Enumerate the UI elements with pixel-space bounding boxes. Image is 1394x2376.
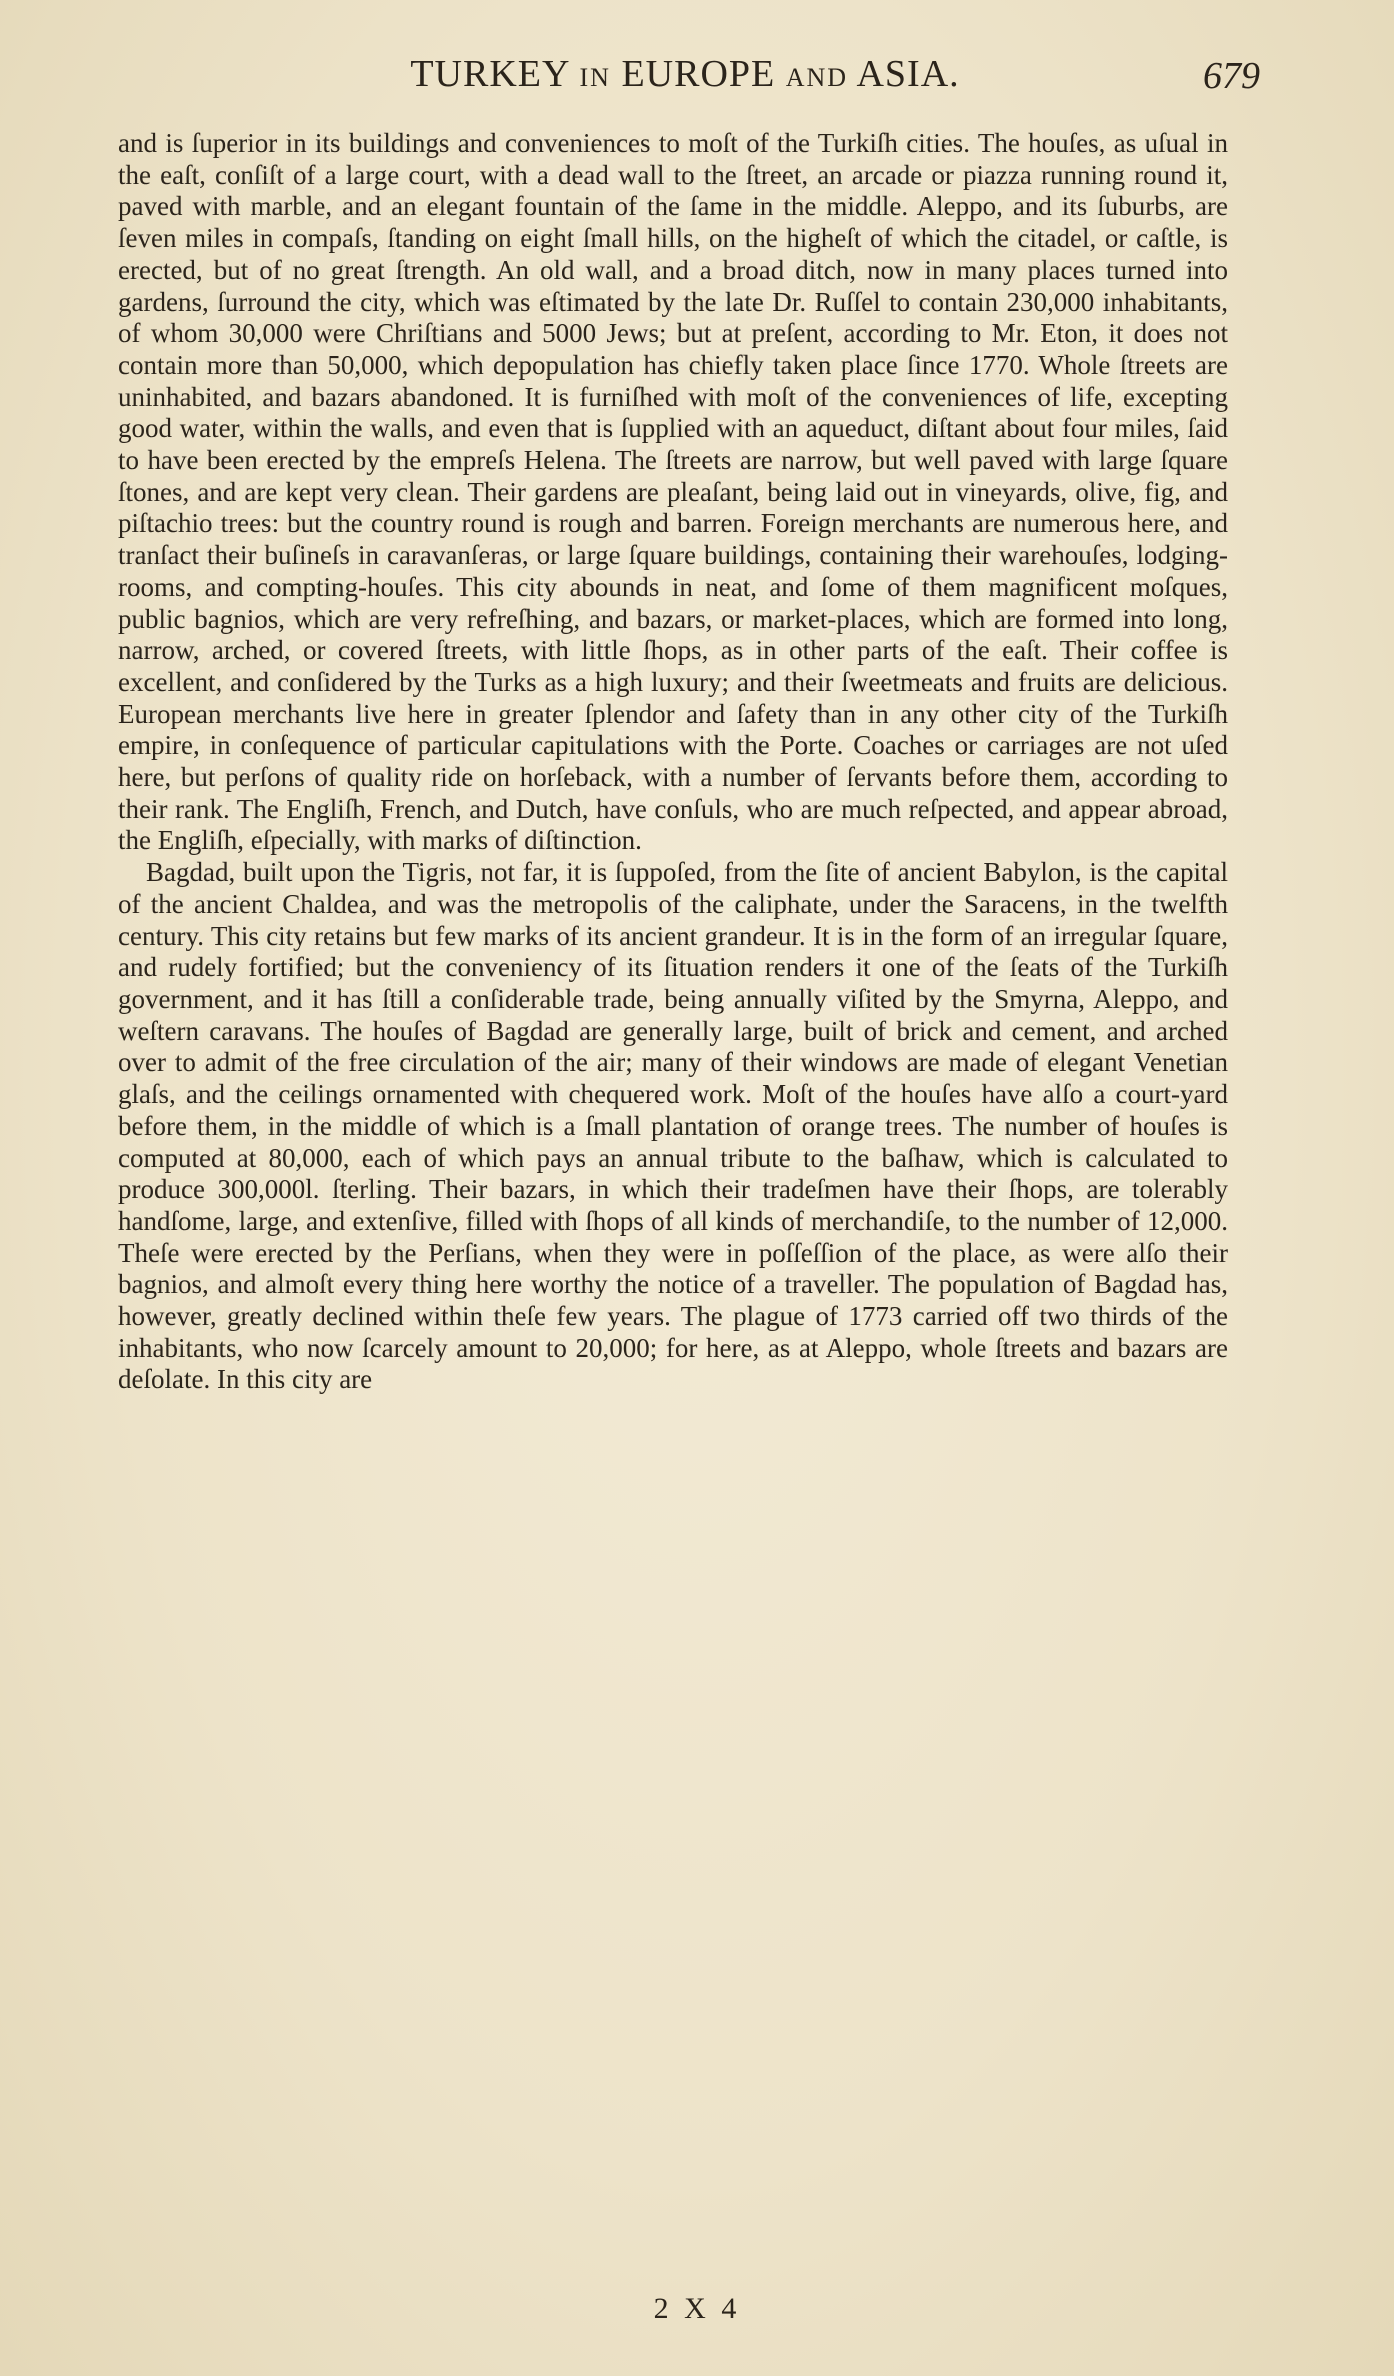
- body-text: [118, 128, 1228, 1396]
- page-header: [110, 52, 1260, 112]
- page-number: 679: [1203, 55, 1260, 97]
- running-head-word: IN: [579, 63, 611, 92]
- running-head-word: TURKEY: [410, 53, 569, 95]
- running-head: [110, 52, 1260, 96]
- running-head-word: EUROPE: [621, 53, 776, 95]
- running-head-word: AND: [785, 63, 849, 92]
- running-head-word: ASIA.: [856, 53, 960, 95]
- signature-mark: 2 X 4: [653, 2292, 741, 2325]
- paragraph-aleppo: and is ſuperior in its buildings and conveniences to moſt of the Turkiſh cities. The houſes, as uſual in the eaſt, conſiſt of a large court, with a dead wall to the ſtreet, an arcade or piazza running round it, paved with marble, and an elegant fountain of the ſame in the middle. Aleppo, and its ſuburbs, are ſeven miles in compaſs, ſtanding on eight ſmall hills, on the higheſt of which the citadel, or caſtle, is erected, but of no great ſtrength. An old wall, and a broad ditch, now in many places turned into gardens, ſurround the city, which was eſtimated by the late Dr. Ruſſel to contain 230,000 inhabitants, of whom 30,000 were Chriſtians and 5000 Jews; but at preſent, according to Mr. Eton, it does not contain more than 50,000, which depopulation has chiefly taken place ſince 1770. Whole ſtreets are uninhabited, and bazars abandoned. It is furniſhed with moſt of the conveniences of life, excepting good water, within the walls, and even that is ſupplied with an aqueduct, diſtant about four miles, ſaid to have been erected by the empreſs Helena. The ſtreets are narrow, but well paved with large ſquare ſtones, and are kept very clean. Their gardens are pleaſant, being laid out in vineyards, olive, fig, and piſtachio trees: but the country round is rough and barren. Foreign merchants are numerous here, and tranſact their buſineſs in caravanſeras, or large ſquare buildings, containing their warehouſes, lodging-rooms, and compting-houſes. This city abounds in neat, and ſome of them magnificent moſques, public bagnios, which are very refreſhing, and bazars, or market-places, which are formed into long, narrow, arched, or covered ſtreets, with little ſhops, as in other parts of the eaſt. Their coffee is excellent, and conſidered by the Turks as a high luxury; and their ſweetmeats and fruits are delicious. European merchants live here in greater ſplendor and ſafety than in any other city of the Turkiſh empire, in conſequence of particular capitulations with the Porte. Coaches or carriages are not uſed here, but perſons of quality ride on horſeback, with a number of ſervants before them, according to their rank. The Engliſh, French, and Dutch, have conſuls, who are much reſpected, and appear abroad, the Engliſh, eſpecially, with marks of diſtinction.: [118, 128, 1228, 856]
- paragraph-bagdad: Bagdad, built upon the Tigris, not far, it is ſuppoſed, from the ſite of ancient Babylon, is the capital of the ancient Chaldea, and was the metropolis of the caliphate, under the Saracens, in the twelfth century. This city retains but few marks of its ancient grandeur. It is in the form of an irregular ſquare, and rudely fortified; but the conveniency of its ſituation renders it one of the ſeats of the Turkiſh government, and it has ſtill a conſiderable trade, being annually viſited by the Smyrna, Aleppo, and weſtern caravans. The houſes of Bagdad are generally large, built of brick and cement, and arched over to admit of the free circulation of the air; many of their windows are made of elegant Venetian glaſs, and the ceilings ornamented with chequered work. Moſt of the houſes have alſo a court-yard before them, in the middle of which is a ſmall plantation of orange trees. The number of houſes is computed at 80,000, each of which pays an annual tribute to the baſhaw, which is calculated to produce 300,000l. ſterling. Their bazars, in which their tradeſmen have their ſhops, are tolerably handſome, large, and extenſive, filled with ſhops of all kinds of merchandiſe, to the number of 12,000. Theſe were erected by the Perſians, when they were in poſſeſſion of the place, as were alſo their bagnios, and almoſt every thing here worthy the notice of a traveller. The population of Bagdad has, however, greatly declined within theſe few years. The plague of 1773 carried off two thirds of the inhabitants, who now ſcarcely amount to 20,000; for here, as at Aleppo, whole ſtreets and bazars are deſolate. In this city are: [118, 857, 1228, 1395]
